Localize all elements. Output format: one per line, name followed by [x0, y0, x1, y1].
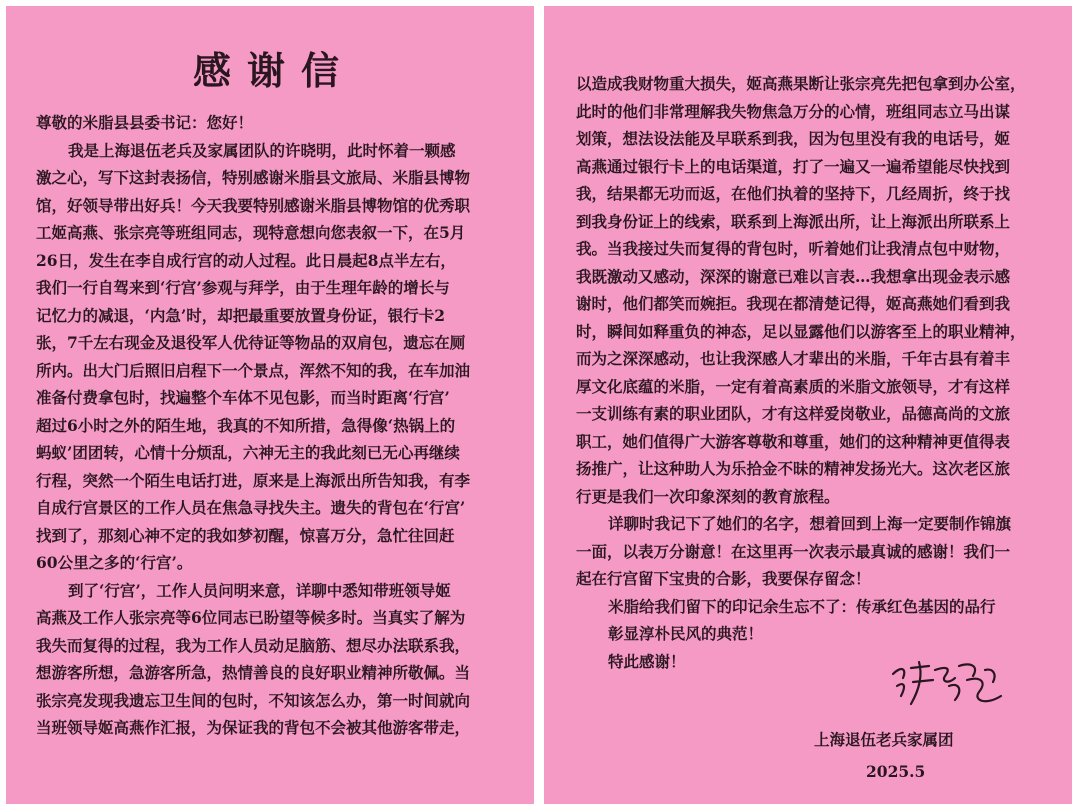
text-line: 扬推广，让这种助人为乐拾金不昧的精神发扬光大。这次老区旅	[576, 459, 1011, 478]
text-line: 到我身份证上的线索，联系到上海派出所，让上海派出所联系上	[576, 211, 1011, 231]
text-line: 张宗亮发现我遗忘卫生间的包时，不知该怎么办，第一时间就向	[36, 690, 471, 710]
text-line: 想游客所想，急游客所急，热情善良的良好职业精神所敬佩。当	[36, 663, 471, 682]
handwritten-signature	[889, 656, 1009, 716]
text-line: 馆，好领导带出好兵！今天我要特别感谢米脂县博物馆的优秀职	[36, 195, 471, 215]
text-line: 米脂给我们留下的印记余生忘不了：传承红色基因的品行	[608, 596, 996, 616]
text-line: 60公里之多的‘行宫’。	[36, 553, 193, 572]
text-line: 当班领导姬高燕作汇报，为保证我的背包不会被其他游客带走，	[36, 718, 471, 737]
letter-page-left	[6, 6, 534, 804]
text-line: 厚文化底蕴的米脂，一定有着高素质的米脂文旅领导，才有这样	[576, 376, 1011, 396]
text-line: 时，瞬间如释重负的神态，足以显露他们以游客至上的职业精神，	[576, 321, 1026, 341]
letter-title: 感谢信	[192, 48, 355, 93]
text-line: 所内。出大门后照旧启程下一个景点，浑然不知的我，在车加油	[36, 360, 471, 380]
text-line: 特此感谢！	[608, 651, 686, 671]
text-line: 我失而复得的过程，我为工作人员动足脑筋、想尽办法联系我，	[36, 635, 471, 655]
text-line: 我。当我接过失而复得的背包时，听着她们让我清点包中财物，	[576, 239, 1011, 258]
letter-date: 2025.5	[866, 762, 926, 781]
signature-block	[544, 646, 1072, 804]
text-line: 行更是我们一次印象深刻的教育旅程。	[576, 486, 840, 506]
text-line: 蚂蚁’团团转，心情十分烦乱，六神无主的我此刻已无心再继续	[36, 443, 460, 462]
text-line: 张，7千左右现金及退役军人优待证等物品的双肩包，遗忘在厕	[36, 333, 466, 352]
letter-page-right	[544, 6, 1072, 804]
text-line: 高燕通过银行卡上的电话渠道，打了一遍又一遍希望能尽快找到	[576, 156, 1011, 176]
text-line: 准备付费拿包时，找遍整个车体不见包影，而当时距离‘行宫’	[36, 388, 450, 407]
text-line: 彰显淳朴民风的典范！	[608, 624, 764, 643]
text-line: 我是上海退伍老兵及家属团队的许晓明，此时怀着一颗感	[68, 140, 456, 160]
text-line: 而为之深深感动，也让我深感人才辈出的米脂，千年古县有着丰	[576, 349, 1011, 368]
text-line: 以造成我财物重大损失，姬高燕果断让张宗亮先把包拿到办公室，	[576, 74, 1026, 93]
text-line: 超过6小时之外的陌生地，我真的不知所措，急得像‘热锅上的	[36, 415, 456, 435]
text-line: 到了‘行宫’，工作人员问明来意，详聊中悉知带班领导姬	[68, 580, 451, 600]
text-line: 记忆力的减退，‘内急’时，却把最重要放置身份证，银行卡2	[36, 305, 446, 325]
text-line: 我，结果都无功而返，在他们执着的坚持下，几经周折，终于找	[576, 184, 1011, 203]
text-line: 激之心，写下这封表扬信，特别感谢米脂县文旅局、米脂县博物	[36, 168, 471, 187]
text-line: 找到了，那刻心神不定的我如梦初醒，惊喜万分，急忙往回赶	[36, 525, 455, 545]
text-line: 划策，想法设法能及早联系到我，因为包里没有我的电话号，姬	[576, 129, 1011, 148]
text-line: 谢时，他们都笑而婉拒。我现在都清楚记得，姬高燕她们看到我	[576, 294, 1011, 313]
text-line: 高燕及工作人张宗亮等6位同志已盼望等候多时。当真实了解为	[36, 608, 466, 627]
text-line: 行程，突然一个陌生电话打进，原来是上海派出所告知我，有李	[36, 470, 471, 490]
text-line: 一支训练有素的职业团队，才有这样爱岗敬业，品德高尚的文旅	[576, 404, 1011, 423]
text-line: 职工，她们值得广大游客尊敬和尊重，她们的这种精神更值得表	[576, 431, 1011, 451]
text-line: 详聊时我记下了她们的名字，想着回到上海一定要制作锦旗	[608, 514, 1012, 533]
salutation: 尊敬的米脂县县委书记：您好！	[36, 113, 254, 132]
text-line: 26日，发生在李自成行宫的动人过程。此日晨起8点半左右，	[36, 250, 456, 270]
text-line: 起在行宫留下宝贵的合影，我要保存留念！	[576, 569, 871, 588]
text-line: 一面，以表万分谢意！在这里再一次表示最真诚的感谢！我们一	[576, 541, 1011, 561]
text-line: 自成行宫景区的工作人员在焦急寻找失主。遗失的背包在‘行宫’	[36, 498, 466, 517]
text-line: 工姬高燕、张宗亮等班组同志，现特意想向您表叙一下，在5月	[36, 223, 466, 242]
organization-name: 上海退伍老兵家属团	[814, 730, 954, 749]
text-line: 我既激动又感动，深深的谢意已难以言表…我想拿出现金表示感	[576, 266, 1011, 286]
text-line: 此时的他们非常理解我失物焦急万分的心情，班组同志立马出谋	[576, 101, 1011, 121]
text-line: 我们一行自驾来到‘行宫’参观与拜学，由于生理年龄的增长与	[36, 278, 450, 297]
